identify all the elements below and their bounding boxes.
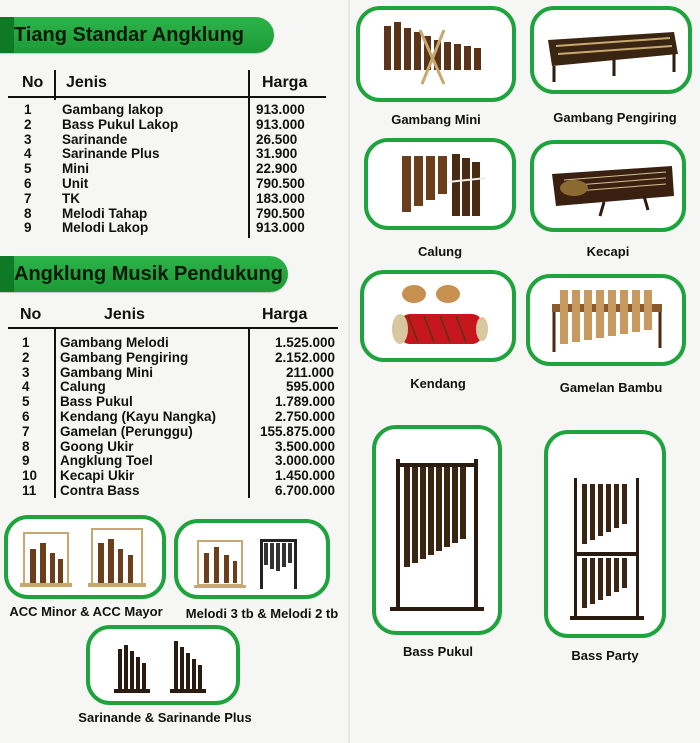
acc-caption: ACC Minor & ACC Mayor <box>9 604 163 619</box>
table-row: 6 Unit 790.500 <box>24 175 305 191</box>
kecapi-card <box>530 140 686 232</box>
melodi-angklung-image <box>178 523 326 595</box>
table-row: 5 Bass Pukul 1.789.000 <box>22 394 336 410</box>
calung-image <box>368 142 512 226</box>
kecapi-image <box>534 144 682 228</box>
table-row: 10 Kecapi Ukir 1.450.000 <box>22 468 336 484</box>
bass-party-caption: Bass Party <box>571 648 639 663</box>
calung-card <box>364 138 516 230</box>
section1-title: Tiang Standar Angklung <box>14 24 245 46</box>
col-header-no: No <box>20 306 42 323</box>
table-row: 7 Gamelan (Perunggu) 155.875.000 <box>22 423 336 439</box>
section1-table <box>0 74 330 244</box>
gambang-mini-card <box>356 6 516 102</box>
col-header-jenis: Jenis <box>66 74 107 91</box>
bass-pukul-caption: Bass Pukul <box>402 644 474 659</box>
gambang-pengiring-card <box>530 6 692 94</box>
gambang-mini-caption: Gambang Mini <box>391 112 481 127</box>
table-row: 4 Calung 595.000 <box>22 379 335 395</box>
section2-table <box>0 306 345 501</box>
kendang-card <box>360 270 516 362</box>
col-header-harga: Harga <box>262 306 308 323</box>
gamelan-bambu-card <box>526 274 686 366</box>
kendang-image <box>364 274 512 358</box>
melodi-image-card <box>174 519 330 599</box>
bass-pukul-image <box>376 429 498 631</box>
calung-caption: Calung <box>417 244 463 259</box>
kendang-caption: Kendang <box>410 376 466 391</box>
table-row: 3 Sarinande 26.500 <box>24 131 298 147</box>
acc-angklung-image <box>8 519 162 595</box>
kecapi-caption: Kecapi <box>586 244 630 259</box>
table-row: 8 Melodi Tahap 790.500 <box>24 205 305 221</box>
column-divider <box>54 70 56 100</box>
gambang-pengiring-image <box>534 10 688 90</box>
gamelan-bambu-caption: Gamelan Bambu <box>559 380 663 395</box>
table-row: 9 Melodi Lakop 913.000 <box>24 220 305 236</box>
sarinande-caption: Sarinande & Sarinande Plus <box>78 710 252 725</box>
table-row: 11 Contra Bass 6.700.000 <box>22 482 336 498</box>
section1-rows <box>0 103 330 236</box>
sarinande-image-card <box>86 625 240 705</box>
bass-party-image <box>548 434 662 634</box>
gamelan-bambu-image <box>530 278 682 362</box>
sarinande-angklung-image <box>90 629 236 701</box>
table-row: 9 Angklung Toel 3.000.000 <box>22 453 336 469</box>
table-row: 1 Gambang lakop 913.000 <box>24 102 305 117</box>
gambang-pengiring-caption: Gambang Pengiring <box>553 110 677 125</box>
table-row: 8 Goong Ukir 3.500.000 <box>22 438 336 454</box>
table-row: 1 Gambang Melodi 1.525.000 <box>22 335 336 350</box>
table-row: 6 Kendang (Kayu Nangka) 2.750.000 <box>22 408 336 424</box>
table-row: 7 TK 183.000 <box>24 190 305 206</box>
section2-title: Angklung Musik Pendukung <box>14 263 283 285</box>
col-header-jenis: Jenis <box>104 306 145 323</box>
table-row: 2 Gambang Pengiring 2.152.000 <box>22 349 336 365</box>
table-row: 4 Sarinande Plus 31.900 <box>24 146 298 162</box>
bass-pukul-card <box>372 425 502 635</box>
melodi-caption: Melodi 3 tb & Melodi 2 tb <box>185 606 339 621</box>
table-divider <box>8 327 338 329</box>
col-header-no: No <box>22 74 44 91</box>
gambang-mini-image <box>360 10 512 98</box>
table-row: 2 Bass Pukul Lakop 913.000 <box>24 116 305 132</box>
section2-banner <box>0 256 288 292</box>
col-header-harga: Harga <box>262 74 308 91</box>
bass-party-card <box>544 430 666 638</box>
section1-banner <box>0 17 274 53</box>
fold-line <box>348 0 350 743</box>
table-row: 3 Gambang Mini 211.000 <box>22 364 335 380</box>
table-row: 5 Mini 22.900 <box>24 161 298 177</box>
acc-image-card <box>4 515 166 599</box>
section2-rows <box>0 336 345 499</box>
